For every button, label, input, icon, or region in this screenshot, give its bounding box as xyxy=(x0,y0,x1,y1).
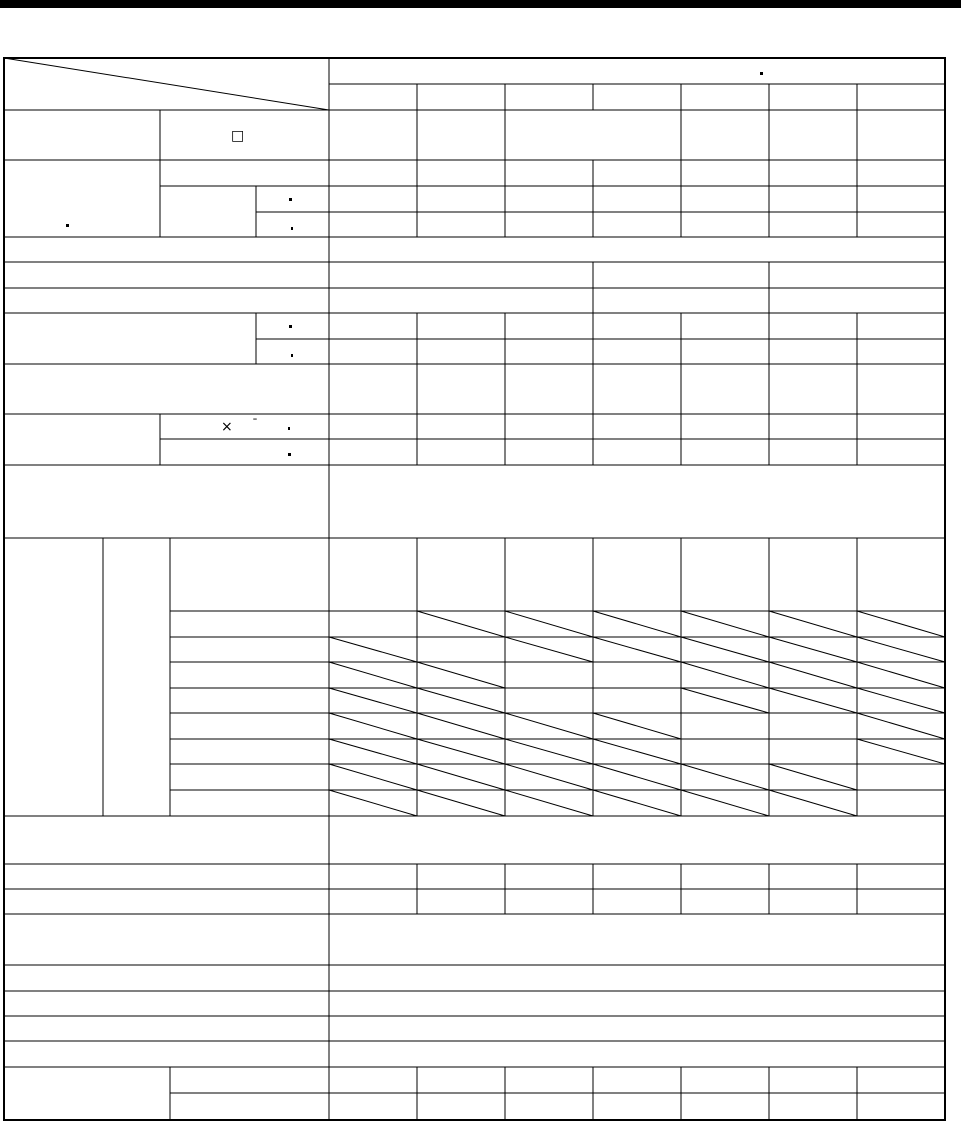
square-icon: □ xyxy=(231,128,245,144)
dot-marks xyxy=(66,72,763,456)
macron-icon: ¯ xyxy=(252,417,258,431)
times-icon: × xyxy=(221,419,233,435)
table-border xyxy=(4,58,945,1120)
